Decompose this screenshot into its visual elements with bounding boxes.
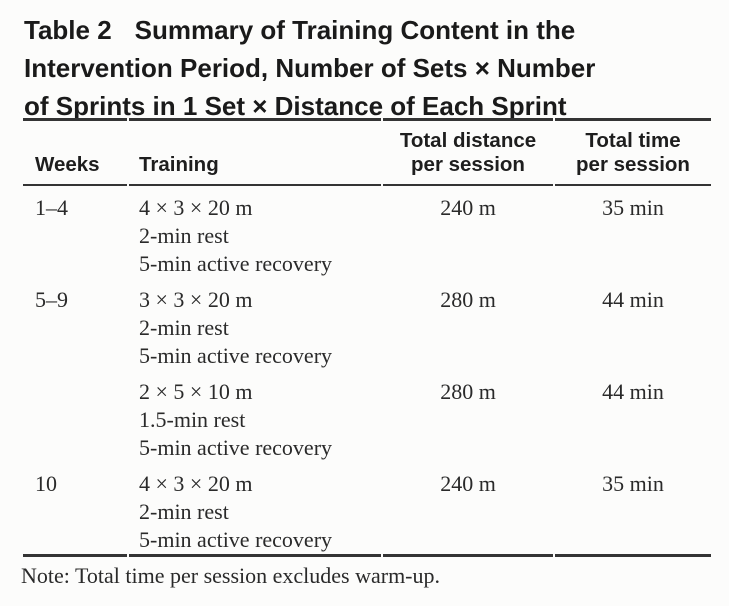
table-title <box>24 11 684 125</box>
training-line: 1.5-min rest <box>139 407 246 432</box>
training-line: 5-min active recovery <box>139 527 333 552</box>
table-title-line-3: of Sprints in 1 Set × Distance of Each Sprint <box>24 91 567 121</box>
weeks-cell: 1–4 <box>35 195 68 220</box>
total-time-cell: 35 min <box>602 195 664 220</box>
training-cell <box>129 370 381 462</box>
training-line: 5-min active recovery <box>139 251 333 276</box>
column-header-weeks: Weeks <box>23 118 127 186</box>
training-line: 2-min rest <box>139 499 229 524</box>
table-row <box>23 278 711 370</box>
column-header-training: Training <box>129 118 381 186</box>
total-distance-cell: 280 m <box>440 379 496 404</box>
total-time-cell: 44 min <box>602 379 664 404</box>
table-row <box>23 462 711 557</box>
weeks-cell <box>23 370 127 462</box>
column-header-total-distance: Total distance per session <box>383 118 553 186</box>
total-distance-cell: 240 m <box>383 462 553 557</box>
column-header-total-time: Total time per session <box>555 118 711 186</box>
training-line: 2-min rest <box>139 315 229 340</box>
header-row <box>23 118 711 186</box>
training-cell <box>129 278 381 370</box>
training-line: 2 × 5 × 10 m <box>139 379 253 404</box>
training-cell <box>129 186 381 278</box>
training-content-table <box>21 118 713 557</box>
table-title-line-2: Intervention Period, Number of Sets × Number <box>24 53 596 83</box>
training-line: 5-min active recovery <box>139 435 333 460</box>
training-line: 4 × 3 × 20 m <box>139 195 253 220</box>
training-line: 3 × 3 × 20 m <box>139 287 253 312</box>
table-footnote: Note: Total time per session excludes warm-up. <box>21 563 441 588</box>
table-title-text: Summary of Training Content in the <box>134 15 576 45</box>
training-line: 4 × 3 × 20 m <box>139 471 253 496</box>
total-distance-cell: 280 m <box>440 287 496 312</box>
training-line: 2-min rest <box>139 223 229 248</box>
weeks-cell: 10 <box>23 462 127 557</box>
training-line: 5-min active recovery <box>139 343 333 368</box>
table-number-label: Table 2 <box>24 15 112 45</box>
total-time-cell: 44 min <box>602 287 664 312</box>
table-row <box>23 370 711 462</box>
total-time-cell: 35 min <box>555 462 711 557</box>
table-row <box>23 186 711 278</box>
weeks-cell: 5–9 <box>35 287 68 312</box>
training-cell <box>129 462 381 557</box>
table-title-line-1 <box>24 11 684 49</box>
total-distance-cell: 240 m <box>440 195 496 220</box>
